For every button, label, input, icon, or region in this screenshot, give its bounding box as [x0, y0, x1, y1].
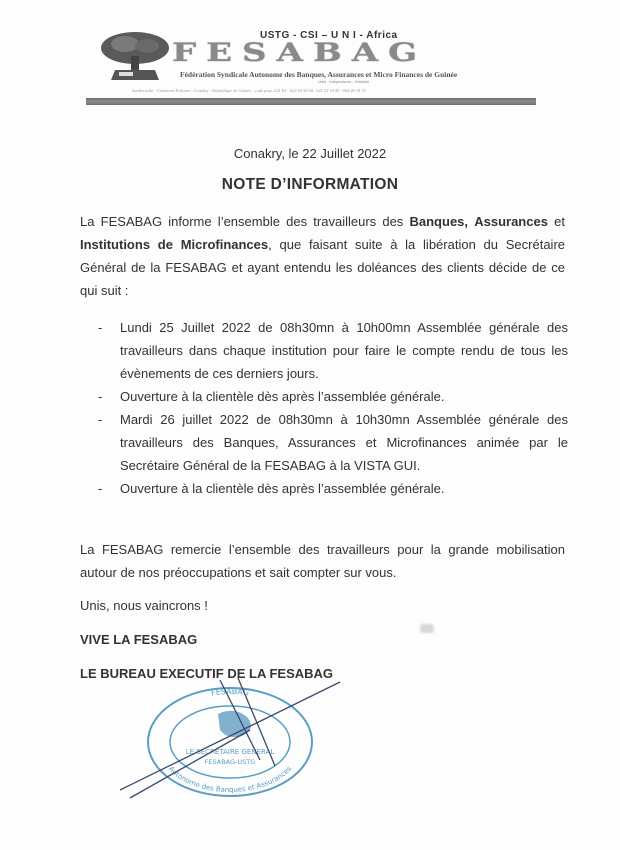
dash-bullet: -: [98, 481, 103, 496]
intro-bold-banques: Banques,: [409, 214, 469, 229]
signatory: LE BUREAU EXECUTIF DE LA FESABAG: [80, 666, 334, 681]
dash-bullet: -: [98, 412, 103, 427]
ink-smudge: [420, 624, 434, 633]
intro-bold-assurances: Assurances: [474, 214, 548, 229]
stamp-top-text: FESABAG: [210, 686, 250, 698]
list-item: [98, 385, 568, 408]
list-item: [98, 408, 568, 477]
decision-list: [98, 316, 568, 500]
intro-text-3: et: [547, 214, 565, 229]
union-affiliation: USTG - CSI – U N I - Africa: [260, 30, 398, 41]
list-item-text: Ouverture à la clientèle dès après l’assemblée générale.: [120, 389, 445, 404]
intro-text-4: , que faisant suite à la libération du Secrétaire Général de la FESABAG et ayant entendu les doléances des clients décide de ce qui suit :: [80, 237, 565, 298]
list-item-text: Mardi 26 juillet 2022 de 08h30mn à 10h30mn Assemblée générale des travailleurs des Banques, Assurances et Microfinances animée par le Secrétaire Général de la FESABAG à la VISTA GUI.: [120, 412, 568, 473]
svg-text:Autonome des Banques et Assura: [167, 765, 293, 794]
slogan: Unis, nous vaincrons !: [80, 598, 208, 613]
tree-logo-icon: [95, 26, 175, 86]
signature-icon: [120, 678, 340, 798]
dash-bullet: -: [98, 320, 103, 335]
motto: Unité - Indépendance - Solidarité: [318, 80, 370, 84]
thanks-paragraph: La FESABAG remercie l’ensemble des travailleurs pour la grande mobilisation autour de nos préoccupations et sait compter sur vous.: [80, 542, 565, 580]
stamp-center-line1: LE SECRETAIRE GENERAL: [185, 748, 275, 756]
document-date: Conakry, le 22 Juillet 2022: [233, 146, 387, 161]
list-item: [98, 477, 568, 500]
header-divider: [86, 98, 536, 105]
document-title: NOTE D’INFORMATION: [221, 176, 399, 193]
list-item-text: Ouverture à la clientèle dès après l’assemblée générale.: [120, 481, 445, 496]
list-item-text: Lundi 25 Juillet 2022 de 08h30mn à 10h00mn Assemblée générale des travailleurs dans chaque institution pour faire le compte rendu de tous les évènements de ces derniers jours.: [120, 320, 568, 381]
brand-name: FESABAG: [172, 37, 428, 68]
stamp-bottom-text: Autonome des Banques et Assurances: [166, 764, 294, 795]
address-line: Sandervalia - Commune Kaloum - Conakry - République de Guinée : code pays 224 Tel : 622 50 50 04 . 621 22 18 40 . 664 28 18 75: [132, 88, 366, 93]
intro-bold-institutions: Institutions de Microfinances: [80, 237, 269, 252]
list-item: [98, 316, 568, 385]
intro-paragraph: [80, 210, 565, 302]
official-stamp-icon: [110, 670, 350, 810]
federation-name: Fédération Syndicale Autonome des Banques, Assurances et Micro Finances de Guinée: [180, 70, 458, 79]
vive-line: VIVE LA FESABAG: [80, 632, 198, 647]
dash-bullet: -: [98, 389, 103, 404]
intro-text-1: La FESABAG informe l’ensemble des travailleurs des: [80, 214, 410, 229]
stamp-center-line2: FESABAG-USTG: [204, 758, 256, 766]
